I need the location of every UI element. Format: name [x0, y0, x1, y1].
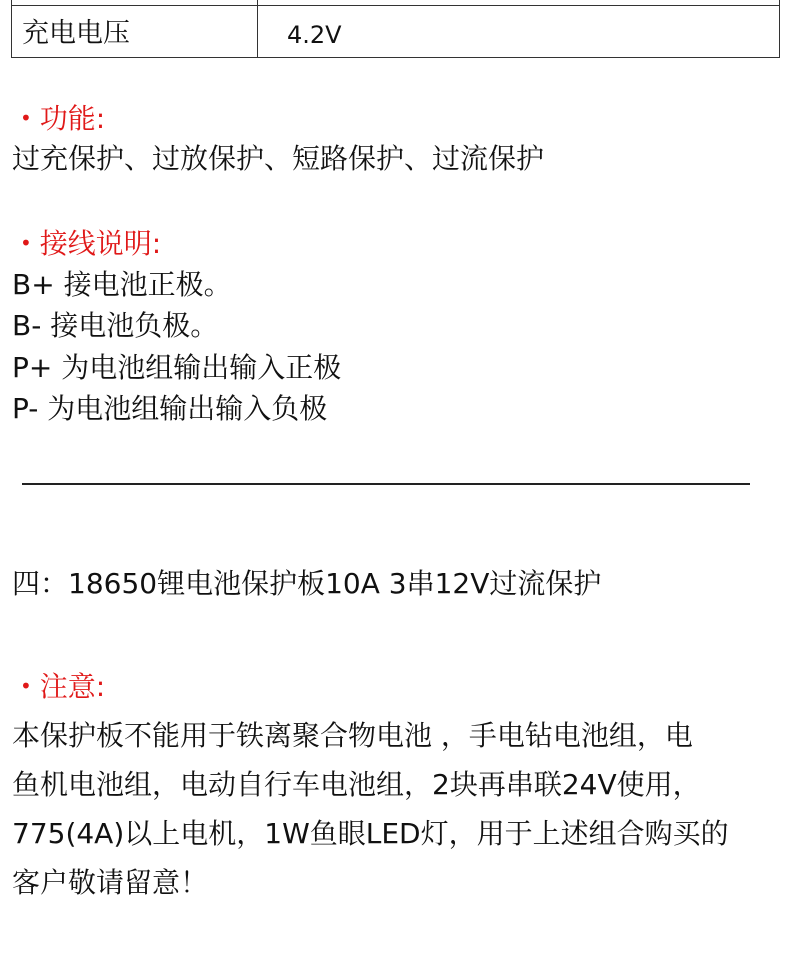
notice-heading — [20, 668, 105, 705]
notice-bullet: • — [20, 674, 32, 698]
table-column-divider — [257, 0, 258, 57]
spec-table — [11, 0, 780, 58]
wiring-line-bplus: B+ 接电池正极。 — [12, 268, 232, 301]
wiring-line-pplus: P+ 为电池组输出输入正极 — [12, 351, 342, 384]
notice-line-1: 本保护板不能用于铁离聚合物电池 ，手电钻电池组，电 — [12, 719, 693, 752]
spec-label: 充电电压 — [22, 18, 130, 49]
wiring-line-bminus: B- 接电池负极。 — [12, 309, 219, 342]
notice-line-2: 鱼机电池组，电动自行车电池组，2块再串联24V使用， — [12, 768, 701, 801]
product-heading: 四：18650锂电池保护板10A 3串12V过流保护 — [12, 567, 602, 600]
function-bullet: • — [20, 106, 32, 130]
wiring-title: 接线说明: — [39, 227, 162, 260]
spec-value: 4.2V — [287, 21, 342, 49]
function-text: 过充保护、过放保护、短路保护、过流保护 — [12, 142, 545, 175]
function-heading — [20, 100, 105, 137]
wiring-line-pminus: P- 为电池组输出输入负极 — [12, 392, 328, 425]
table-top-border — [12, 5, 779, 6]
wiring-heading — [20, 225, 161, 262]
section-divider — [22, 483, 750, 485]
notice-line-4: 客户敬请留意！ — [12, 866, 209, 899]
function-title: 功能: — [39, 102, 106, 135]
notice-title: 注意: — [39, 670, 106, 703]
notice-line-3: 775(4A)以上电机，1W鱼眼LED灯，用于上述组合购买的 — [12, 817, 729, 850]
wiring-bullet: • — [20, 231, 32, 255]
